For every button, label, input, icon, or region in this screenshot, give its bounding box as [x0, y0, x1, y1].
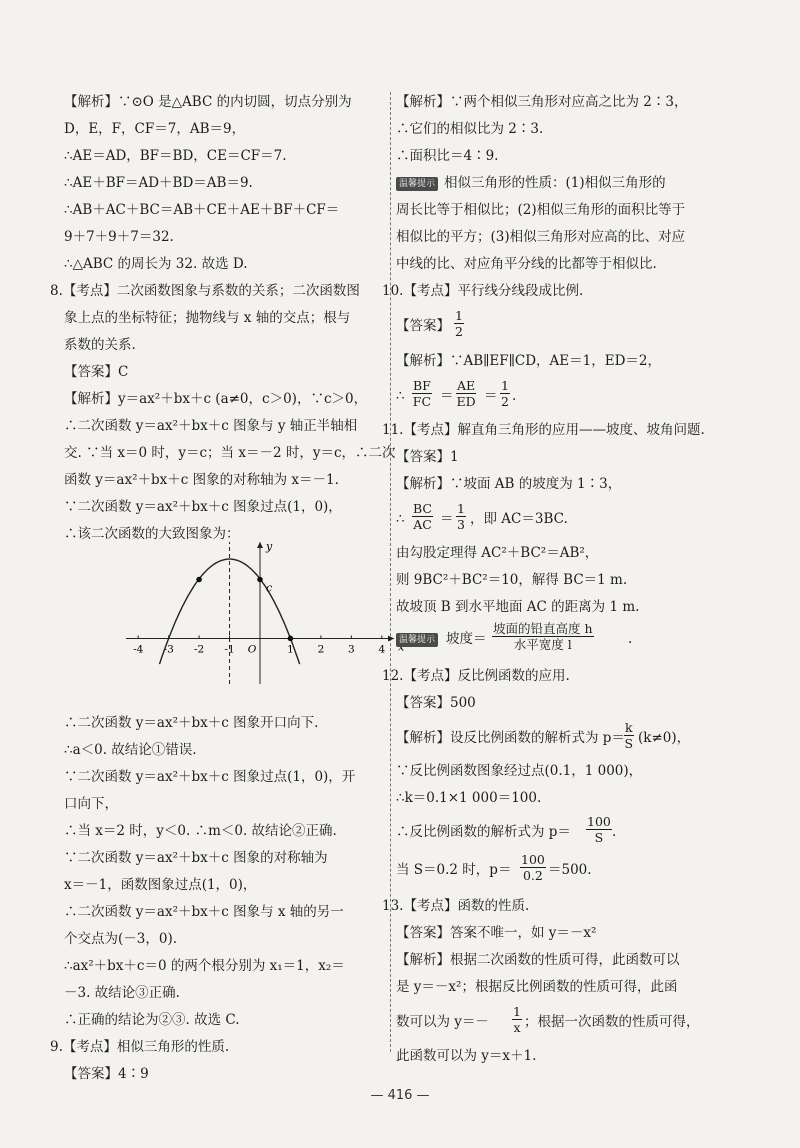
answer-label: 【答案】 — [396, 318, 450, 334]
tip-text: 相似三角形的性质：(1)相似三角形的 — [444, 175, 666, 191]
denominator: FC — [412, 394, 432, 409]
x-tick-label: -4 — [133, 643, 144, 656]
text-line: ∴该二次函数的大致图象为： — [64, 526, 240, 542]
point-label: c — [266, 581, 273, 595]
text-line: 象上点的坐标特征；抛物线与 x 轴的交点；根与 — [64, 310, 351, 326]
text-line: 是 y＝－x²；根据反比例函数的性质可得，此函 — [396, 979, 678, 995]
text-line: 【解析】∵AB∥EF∥CD，AE＝1，ED＝2， — [396, 353, 661, 369]
text-line: 【解析】根据二次函数的性质可得，此函数可以 — [396, 952, 680, 968]
page-number: — 416 — — [370, 1088, 430, 1103]
axes — [126, 542, 394, 684]
text-line: 交. ∵当 x＝0 时，y＝c；当 x＝－2 时，y＝c，∴二次 — [64, 445, 396, 461]
fraction-100-0.2 — [520, 852, 546, 883]
text-line: ∴AB＋AC＋BC＝AB＋CE＋AE＋BF＋CF＝ — [64, 202, 340, 218]
text-fragment: ＝ — [484, 388, 498, 404]
fraction-one-third — [456, 501, 466, 532]
text-fragment: ＝ — [440, 511, 454, 527]
answer-line: 【答案】答案不唯一，如 y＝－x² — [396, 925, 597, 941]
text-line: 函数 y＝ax²＋bx＋c 图象的对称轴为 x＝－1. — [64, 472, 339, 488]
question-10-heading: 10.【考点】平行线分线段成比例. — [382, 283, 584, 299]
text-line: D，E，F，CF＝7，AB＝9， — [64, 121, 246, 137]
denominator: S — [624, 736, 634, 751]
text-fragment: ∴ — [396, 511, 405, 527]
text-line: 由勾股定理得 AC²＋BC²＝AB²， — [396, 545, 599, 561]
x-tick-label: -2 — [193, 643, 205, 656]
text-line: 故坡顶 B 到水平地面 AC 的距离为 1 m. — [396, 599, 640, 615]
denominator: S — [594, 830, 604, 845]
fraction-1-x — [512, 1004, 522, 1035]
fraction-bf-fc — [412, 378, 432, 409]
y-axis-label: y — [266, 540, 273, 553]
text-line: ∴ax²＋bx＋c＝0 的两个根分别为 x₁＝1，x₂＝ — [64, 958, 345, 974]
text-line: 此函数可以为 y＝x＋1. — [396, 1048, 537, 1064]
data-point — [257, 577, 263, 583]
point-group — [196, 577, 293, 642]
fraction-100-s — [586, 814, 612, 845]
fraction-ae-ed — [456, 378, 476, 409]
text-fragment: 当 S＝0.2 时，p＝ — [396, 862, 512, 878]
data-point — [288, 636, 294, 642]
numerator: BF — [413, 378, 431, 393]
denominator: 2 — [455, 324, 463, 339]
x-tick-label: 4 — [378, 643, 386, 656]
x-tick-label: -3 — [163, 643, 174, 656]
text-line: ∵反比例函数图象经过点(0.1，1 000)， — [396, 763, 643, 779]
x-axis-arrow — [388, 635, 394, 641]
numerator: 100 — [587, 814, 611, 829]
text-line: 系数的关系. — [64, 337, 136, 353]
x-tick-label: O — [247, 643, 257, 656]
text-line: x＝－1，函数图象过点(1，0)， — [64, 877, 257, 893]
question-12-heading: 12.【考点】反比例函数的应用. — [382, 668, 570, 684]
fraction-one-half — [500, 378, 510, 409]
text-line: 【解析】∵两个相似三角形对应高之比为 2∶3， — [396, 94, 688, 110]
text-line: －3. 故结论③正确. — [64, 985, 180, 1001]
denominator: 2 — [501, 394, 509, 409]
question-9-heading: 9.【考点】相似三角形的性质. — [50, 1039, 230, 1055]
question-13-heading: 13.【考点】函数的性质. — [382, 898, 530, 914]
text-fragment: 数可以为 y＝－ — [396, 1014, 489, 1030]
text-fragment: ，即 AC＝3BC. — [470, 511, 568, 527]
data-point — [196, 577, 202, 583]
text-line: ∴k＝0.1×1 000＝100. — [396, 790, 542, 806]
text-fragment: ＝500. — [548, 862, 592, 878]
answer-line: 【答案】1 — [396, 449, 459, 465]
answer-fraction — [454, 308, 464, 339]
tip-text: 相似比的平方；(3)相似三角形对应高的比、对应 — [396, 229, 686, 245]
text-fragment: . — [628, 631, 633, 647]
text-line: ∴二次函数 y＝ax²＋bx＋c 图象开口向下. — [64, 715, 319, 731]
text-line: 则 9BC²＋BC²＝10，解得 BC＝1 m. — [396, 572, 628, 588]
text-line: ∴二次函数 y＝ax²＋bx＋c 图象与 x 轴的另一 — [64, 904, 344, 920]
numerator: 1 — [513, 1004, 521, 1019]
parabola-graph — [120, 536, 410, 706]
text-fragment: . — [512, 388, 517, 404]
answer-line: 【答案】C — [64, 364, 129, 380]
x-tick-label: 2 — [317, 643, 325, 656]
x-tick-label: 3 — [348, 643, 355, 656]
text-line: ∴a＜0. 故结论①错误. — [64, 742, 197, 758]
text-line: ∴当 x＝2 时，y＜0. ∴m＜0. 故结论②正确. — [64, 823, 337, 839]
text-line: 【解析】∵坡面 AB 的坡度为 1∶3， — [396, 476, 622, 492]
tip-badge: 温馨提示 — [396, 177, 438, 191]
text-line: ∴AE＝AD，BF＝BD，CE＝CF＝7. — [64, 148, 287, 164]
x-tick-label: -1 — [224, 643, 235, 656]
denominator: x — [513, 1020, 521, 1035]
denominator: 0.2 — [522, 868, 543, 883]
text-fragment: 坡度＝ — [446, 631, 487, 647]
text-line: 口向下， — [64, 796, 118, 812]
text-line: 【解析】y＝ax²＋bx＋c (a≠0，c＞0)，∵c＞0， — [64, 391, 368, 407]
text-line: ∴二次函数 y＝ax²＋bx＋c 图象与 y 轴正半轴相 — [64, 418, 358, 434]
answer-line: 【答案】4∶9 — [64, 1066, 149, 1082]
text-fragment: . — [612, 824, 617, 840]
numerator: 1 — [501, 378, 509, 393]
text-line: ∴面积比＝4∶9. — [396, 148, 499, 164]
question-8-heading: 8.【考点】二次函数图象与系数的关系；二次函数图 — [50, 283, 360, 299]
text-line: ∴AE＋BF＝AD＋BD＝AB＝9. — [64, 175, 253, 191]
denominator: 水平宽度 l — [513, 637, 572, 652]
fraction-k-s — [624, 720, 634, 751]
numerator: 1 — [457, 501, 465, 516]
text-line: ∵二次函数 y＝ax²＋bx＋c 图象过点(1，0)，开 — [64, 769, 356, 785]
numerator: AE — [457, 378, 476, 393]
text-fragment: ；根据一次函数的性质可得， — [524, 1014, 700, 1030]
x-tick-label: 1 — [287, 643, 294, 656]
fraction-bc-ac — [412, 501, 433, 532]
answer-line: 【答案】500 — [396, 695, 476, 711]
text-fragment: ∴反比例函数的解析式为 p＝ — [396, 824, 571, 840]
denominator: ED — [456, 394, 476, 409]
text-fragment: (k≠0)， — [638, 730, 691, 746]
text-fragment: 【解析】设反比例函数的解析式为 p＝ — [396, 730, 625, 746]
text-line: ∴△ABC 的周长为 32. 故选 D. — [64, 256, 248, 272]
text-line: ∴它们的相似比为 2∶3. — [396, 121, 544, 137]
slope-formula-fraction — [492, 621, 594, 652]
denominator: 3 — [457, 517, 465, 532]
numerator: k — [625, 720, 633, 735]
tip-text: 周长比等于相似比；(2)相似三角形的面积比等于 — [396, 202, 686, 218]
text-line: 个交点为(－3，0). — [64, 931, 178, 947]
numerator: 坡面的铅直高度 h — [493, 621, 593, 636]
numerator: 1 — [455, 308, 463, 323]
numerator: BC — [413, 501, 432, 516]
text-line: 【解析】∵⊙O 是△ABC 的内切圆，切点分别为 — [64, 94, 352, 110]
tip-badge: 温馨提示 — [396, 633, 438, 647]
text-fragment: ∴ — [396, 388, 405, 404]
text-line: 9＋7＋9＋7＝32. — [64, 229, 174, 245]
denominator: AC — [413, 517, 432, 532]
y-axis-arrow — [257, 542, 263, 548]
text-fragment: ＝ — [440, 388, 454, 404]
question-11-heading: 11.【考点】解直角三角形的应用——坡度、坡角问题. — [382, 422, 705, 438]
numerator: 100 — [521, 852, 545, 867]
text-line: ∵二次函数 y＝ax²＋bx＋c 图象过点(1，0)， — [64, 499, 342, 515]
text-line: ∴正确的结论为②③. 故选 C. — [64, 1012, 240, 1028]
tip-text: 中线的比、对应角平分线的比都等于相似比. — [396, 256, 657, 272]
text-line: ∵二次函数 y＝ax²＋bx＋c 图象的对称轴为 — [64, 850, 328, 866]
